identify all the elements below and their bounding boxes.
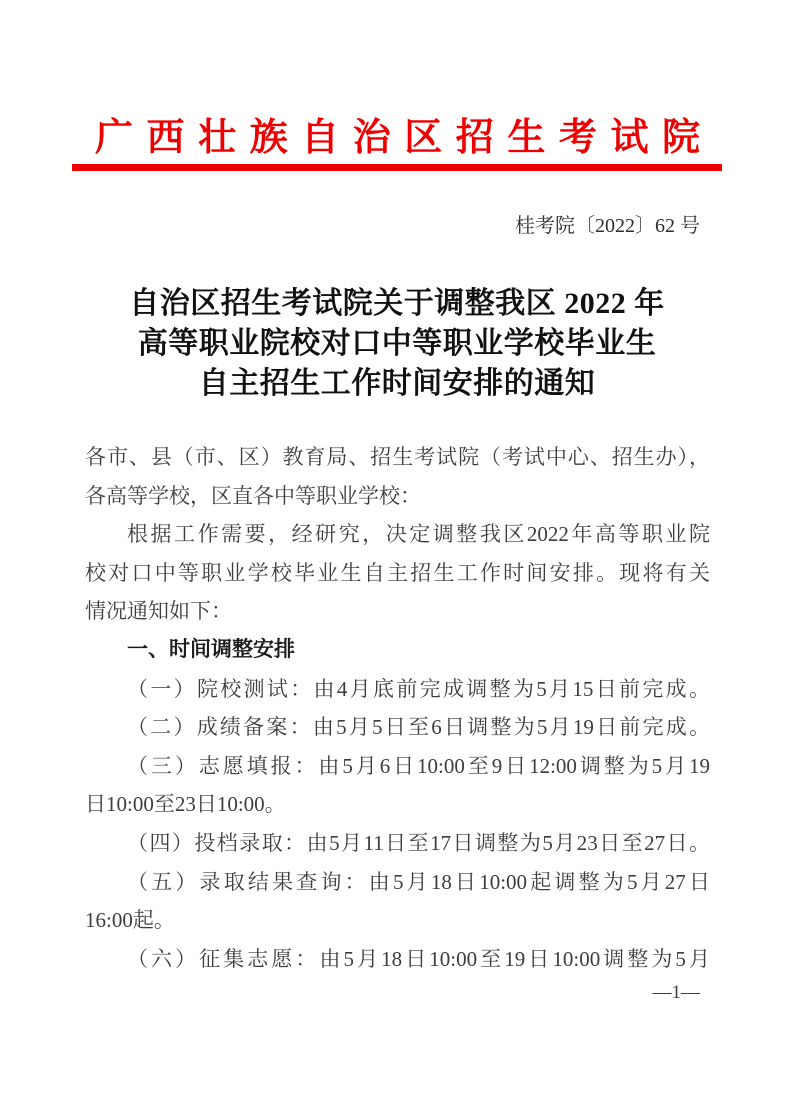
- body-line: 校对口中等职业学校毕业生自主招生工作时间安排。现将有关: [85, 560, 710, 585]
- body-section-heading: 一、时间调整安排: [127, 637, 295, 661]
- body-line: （六）征集志愿：由5月18日10:00至19日10:00调整为5月: [127, 946, 710, 971]
- document-number: 桂考院〔2022〕62 号: [515, 215, 700, 237]
- document-title: [0, 284, 794, 404]
- body-line: （五）录取结果查询：由5月18日10:00起调整为5月27日: [127, 869, 710, 894]
- document-title-line: 高等职业院校对口中等职业学校毕业生: [137, 327, 657, 360]
- body-line: 根据工作需要，经研究，决定调整我区2022年高等职业院: [127, 522, 710, 547]
- body-line: 各高等学校，区直各中等职业学校：: [85, 483, 421, 508]
- body-line: （二）成绩备案：由5月5日至6日调整为5月19日前完成。: [127, 715, 710, 740]
- body-line: 各市、县（市、区）教育局、招生考试院（考试中心、招生办），: [85, 445, 710, 469]
- body-line: （一）院校测试：由4月底前完成调整为5月15日前完成。: [127, 676, 710, 701]
- document-title-line: 自主招生工作时间安排的通知: [198, 367, 596, 400]
- body-line: （三）志愿填报：由5月6日10:00至9日12:00调整为5月19: [127, 753, 710, 778]
- document-body: [85, 438, 710, 978]
- document-title-line: 自治区招生考试院关于调整我区 2022 年: [129, 287, 665, 320]
- letterhead-divider: [72, 164, 722, 171]
- body-line: （四）投档录取：由5月11日至17日调整为5月23日至27日。: [127, 830, 711, 855]
- letterhead-agency-name: 广西壮族自治区招生考试院: [95, 117, 700, 159]
- body-line: 16:00起。: [85, 908, 175, 933]
- page-number: —1—: [652, 982, 700, 1004]
- body-line: 日10:00至23日10:00。: [85, 792, 286, 817]
- body-line: 情况通知如下：: [85, 599, 232, 624]
